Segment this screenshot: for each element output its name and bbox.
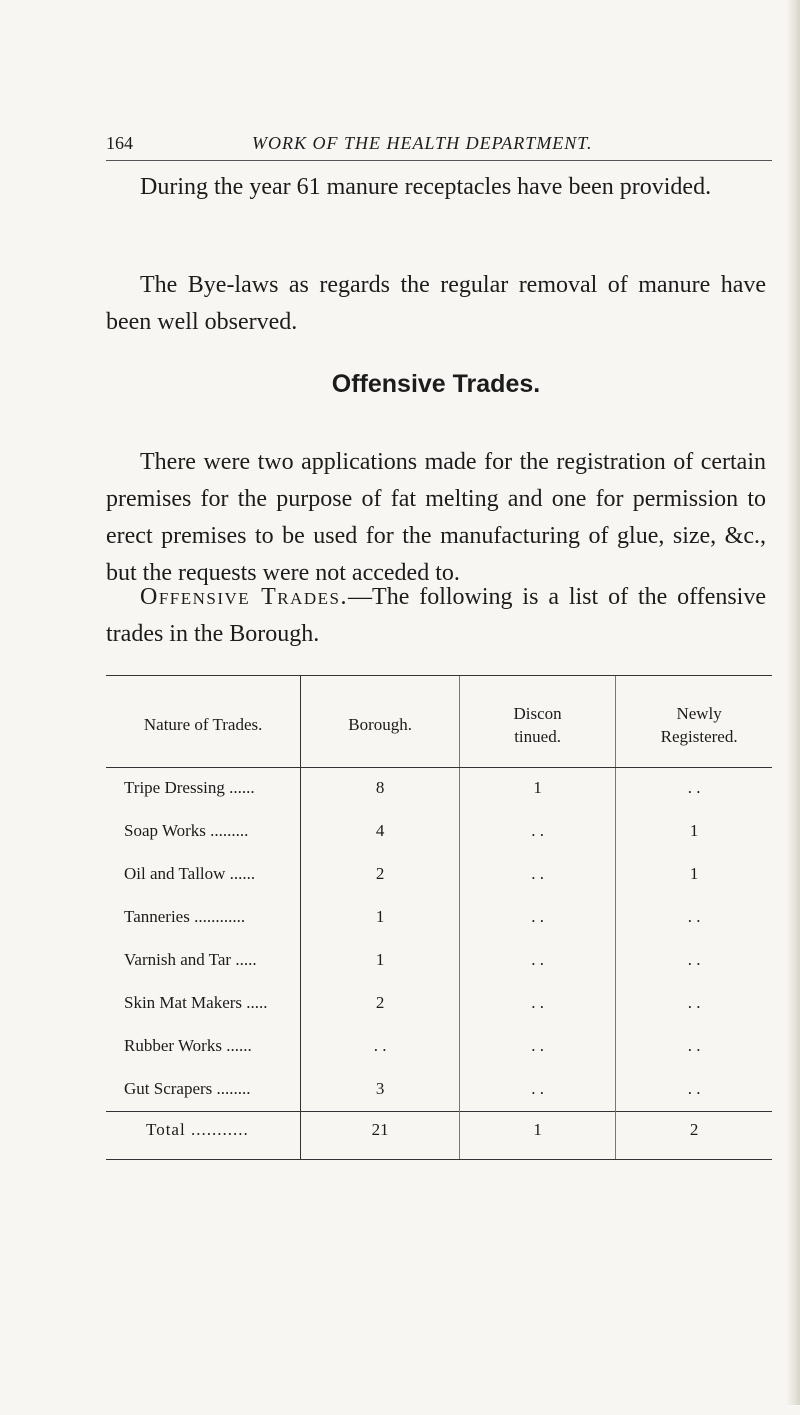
header-discontinued: Discon tinued. — [459, 676, 615, 768]
header-rule — [106, 160, 772, 161]
trade-name: Oil and Tallow ...... — [124, 863, 256, 883]
newly-registered-count: . . — [616, 940, 772, 983]
table-row — [106, 811, 772, 854]
trade-name: Varnish and Tar ..... — [124, 949, 257, 969]
discontinued-count: . . — [459, 983, 615, 1026]
table-row — [106, 983, 772, 1026]
trade-name: Tanneries ............ — [124, 906, 246, 926]
table-header-row — [106, 676, 772, 768]
trade-name: Skin Mat Makers ..... — [124, 992, 268, 1012]
borough-count: 2 — [301, 983, 460, 1026]
borough-count: . . — [301, 1026, 460, 1069]
offensive-trades-table-wrap — [106, 675, 774, 1415]
newly-registered-count: . . — [616, 1026, 772, 1069]
paragraph-bye-laws: The Bye-laws as regards the regular removal of manure have been well observed. — [106, 272, 766, 335]
offensive-trades-table — [106, 675, 772, 1160]
section-heading: Offensive Trades. — [331, 370, 541, 398]
trade-name: Gut Scrapers ........ — [124, 1078, 251, 1098]
newly-registered-count: . . — [616, 983, 772, 1026]
paragraph-list-intro — [106, 579, 766, 653]
trade-name: Rubber Works ...... — [124, 1035, 252, 1055]
total-newly-registered: 2 — [616, 1112, 772, 1160]
header-borough: Borough. — [301, 676, 460, 768]
newly-registered-count: . . — [616, 1069, 772, 1112]
table-row — [106, 897, 772, 940]
discontinued-count: 1 — [459, 768, 615, 811]
discontinued-count: . . — [459, 1026, 615, 1069]
running-head — [106, 133, 768, 159]
table-row — [106, 854, 772, 897]
borough-count: 2 — [301, 854, 460, 897]
list-intro-label: Offensive Trades. — [140, 584, 349, 610]
total-borough: 21 — [301, 1112, 460, 1160]
discontinued-count: . . — [459, 811, 615, 854]
discontinued-count: . . — [459, 1069, 615, 1112]
discontinued-count: . . — [459, 897, 615, 940]
table-total-row — [106, 1112, 772, 1160]
page-number: 164 — [106, 133, 133, 153]
borough-count: 8 — [301, 768, 460, 811]
newly-registered-count: 1 — [616, 811, 772, 854]
page-edge-shadow — [786, 0, 800, 1405]
header-newly-registered: Newly Registered. — [616, 676, 772, 768]
table-row — [106, 940, 772, 983]
trade-name: Soap Works ......... — [124, 820, 249, 840]
total-label: Total ........... — [106, 1112, 301, 1160]
borough-count: 1 — [301, 940, 460, 983]
borough-count: 3 — [301, 1069, 460, 1112]
newly-registered-count: . . — [616, 768, 772, 811]
newly-registered-count: 1 — [616, 854, 772, 897]
running-title: WORK OF THE HEALTH DEPARTMENT. — [252, 133, 593, 153]
borough-count: 4 — [301, 811, 460, 854]
paragraph-applications: There were two applications made for the registration of certain premises for the purpose of fat melting and one for permission to erect premises to be used for the manufacturing of glue, size, &c., but the requests were not acceded to. — [106, 449, 766, 586]
table-row — [106, 1026, 772, 1069]
newly-registered-count: . . — [616, 897, 772, 940]
discontinued-count: . . — [459, 940, 615, 983]
discontinued-count: . . — [459, 854, 615, 897]
trade-name: Tripe Dressing ...... — [124, 778, 255, 797]
table-row — [106, 768, 772, 811]
total-discontinued: 1 — [459, 1112, 615, 1160]
borough-count: 1 — [301, 897, 460, 940]
paragraph-manure-receptacles: During the year 61 manure receptacles have been provided. — [140, 174, 712, 200]
table-row — [106, 1069, 772, 1112]
header-nature: Nature of Trades. — [106, 676, 301, 768]
list-intro-text: —The following is a list of the offensive trades in the Borough. — [106, 584, 767, 647]
